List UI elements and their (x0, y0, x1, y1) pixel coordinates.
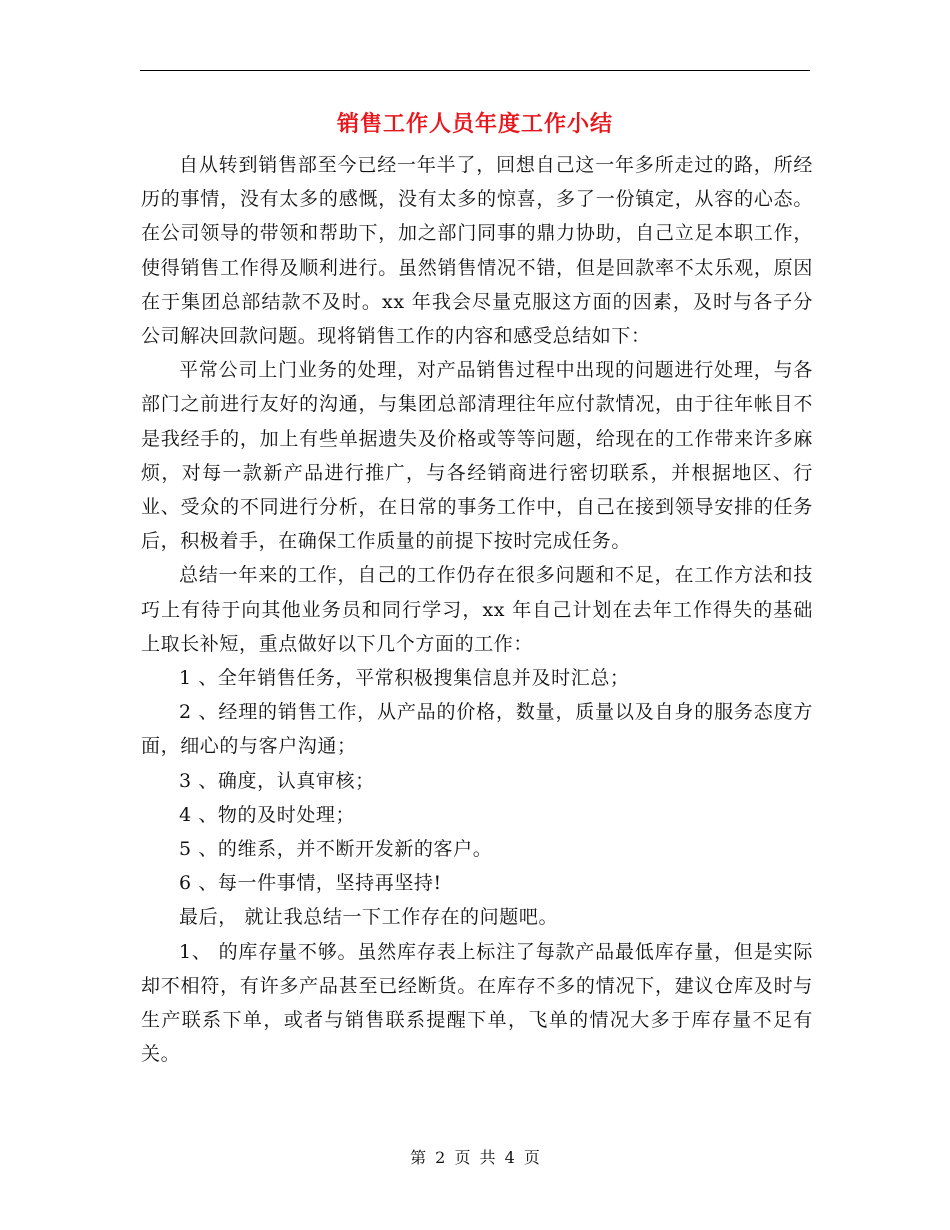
list-item: 6 、每一件事情，坚持再坚持! (179, 872, 442, 895)
list-item: 5 、的维系，并不断开发新的客户。 (179, 838, 493, 861)
list-item: 3 、确度，认真审核； (179, 769, 375, 792)
paragraph-summary: 总结一年来的工作，自己的工作仍存在很多问题和不足，在工作方法和技巧上有待于向其他业务员和同行学习，xx 年自己计划在去年工作得失的基础上取长补短，重点做好以下几个方面的工作： (141, 564, 813, 655)
header-rule (140, 70, 810, 71)
document-title: 销售工作人员年度工作小结 (336, 111, 613, 137)
document-body (141, 148, 813, 1071)
paragraph-problems-intro: 最后， 就让我总结一下工作存在的问题吧。 (179, 906, 559, 929)
list-item: 2 、经理的销售工作，从产品的价格，数量，质量以及自身的服务态度方面，细心的与客户沟通； (141, 701, 813, 758)
page-number-footer: 第 2 页 共 4 页 (410, 1148, 540, 1167)
paragraph-problem-1: 1、 的库存量不够。虽然库存表上标注了每款产品最低库存量，但是实际却不相符，有许多产品甚至已经断货。在库存不多的情况下，建议仓库及时与生产联系下单，或者与销售联系提醒下单，飞单的情况大多于库存量不足有关。 (141, 940, 813, 1066)
paragraph-daily-work: 平常公司上门业务的处理，对产品销售过程中出现的问题进行处理，与各部门之前进行友好的沟通，与集团总部清理往年应付款情况，由于往年帐目不是我经手的，加上有些单据遗失及价格或等等问题，给现在的工作带来许多麻烦，对每一款新产品进行推广，与各经销商进行密切联系，并根据地区、行业、受众的不同进行分析，在日常的事务工作中，自己在接到领导安排的任务后，积极着手，在确保工作质量的前提下按时完成任务。 (141, 359, 813, 553)
paragraph-intro: 自从转到销售部至今已经一年半了，回想自己这一年多所走过的路，所经历的事情，没有太多的感慨，没有太多的惊喜，多了一份镇定，从容的心态。在公司领导的带领和帮助下，加之部门同事的鼎力协助，自己立足本职工作，使得销售工作得及顺利进行。虽然销售情况不错，但是回款率不太乐观，原因在于集团总部结款不及时。xx 年我会尽量克服这方面的因素，及时与各子分公司解决回款问题。现将销售工作的内容和感受总结如下： (141, 154, 813, 348)
list-item: 1 、全年销售任务，平常积极搜集信息并及时汇总； (179, 667, 630, 690)
list-item: 4 、物的及时处理； (179, 803, 356, 826)
